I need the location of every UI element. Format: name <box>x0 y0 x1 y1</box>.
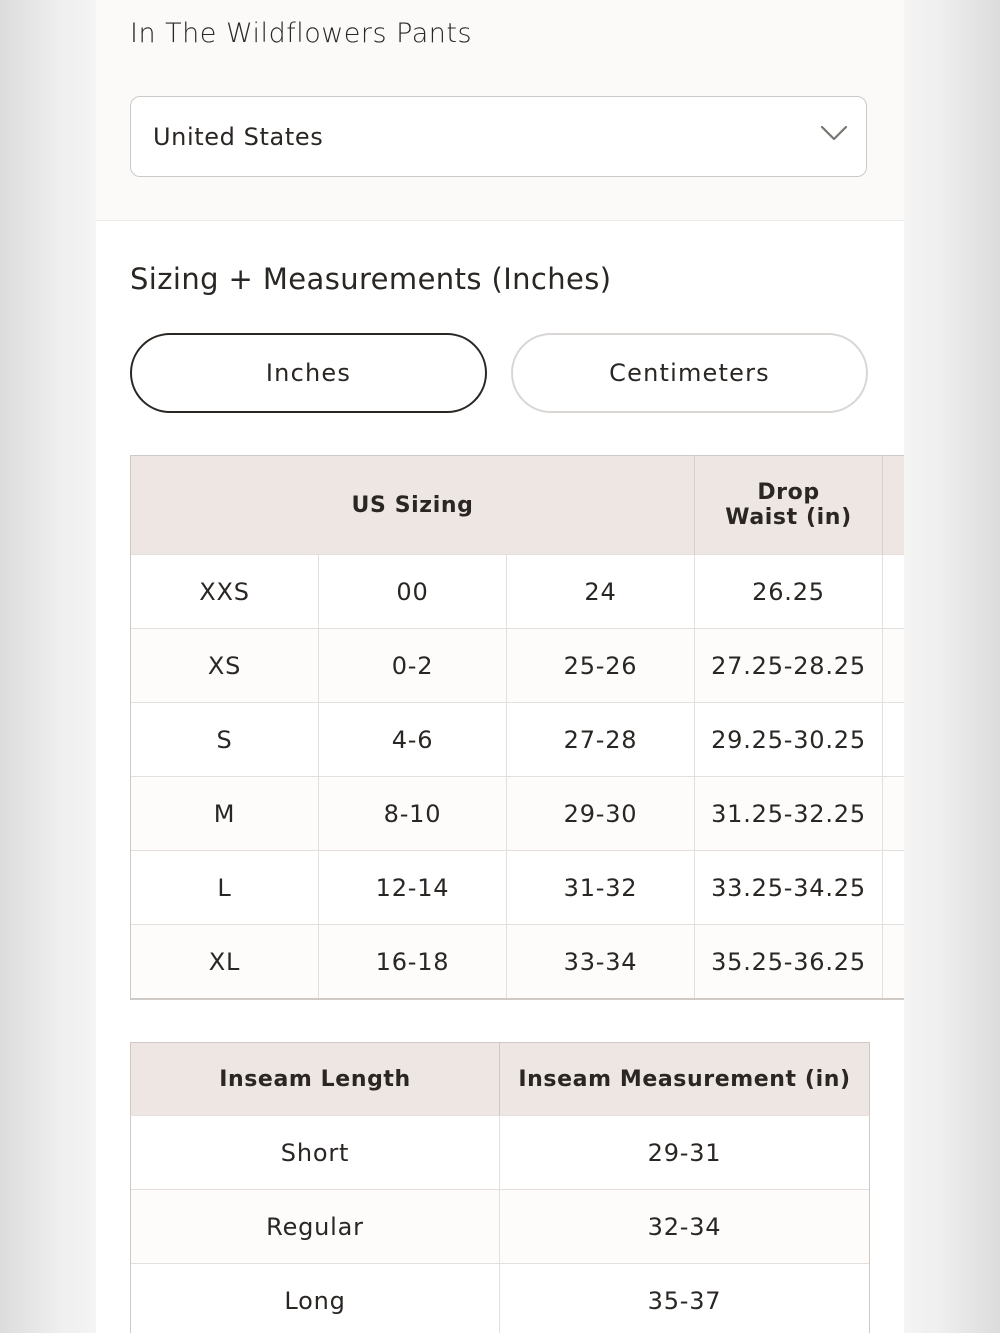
header-cell-inseam-length: Inseam Length <box>131 1043 500 1116</box>
inches-toggle-button[interactable]: Inches <box>130 333 487 413</box>
table-cell: 12-14 <box>319 851 507 925</box>
table-cell: Short <box>131 1116 500 1190</box>
table-cell: 24 <box>507 555 695 629</box>
chevron-down-icon <box>820 123 848 143</box>
table-cell: 29-30 <box>507 777 695 851</box>
product-header <box>96 0 904 221</box>
table-cell: 00 <box>319 555 507 629</box>
table-row <box>131 703 905 777</box>
header-cell-inseam-measurement: Inseam Measurement (in) <box>500 1043 870 1116</box>
table-row <box>131 1190 870 1264</box>
table-cell: 27-28 <box>507 703 695 777</box>
table-cell: 8-10 <box>319 777 507 851</box>
table-cell: 35.25-36.25 <box>695 925 883 1000</box>
size-table <box>130 455 904 1000</box>
size-guide-page <box>96 0 904 1333</box>
table-cell: S <box>131 703 319 777</box>
table-row <box>131 851 905 925</box>
product-title: In The Wildflowers Pants <box>130 18 473 49</box>
country-select[interactable] <box>130 96 867 177</box>
table-cell: 29-31 <box>500 1116 870 1190</box>
table-cell: L <box>131 851 319 925</box>
table-cell: XXS <box>131 555 319 629</box>
table-row <box>131 1116 870 1190</box>
table-cell <box>883 555 905 629</box>
centimeters-toggle-button[interactable]: Centimeters <box>511 333 868 413</box>
table-cell: Long <box>131 1264 500 1333</box>
size-table-header <box>131 456 905 555</box>
table-cell <box>883 703 905 777</box>
table-cell: 25-26 <box>507 629 695 703</box>
table-row <box>131 555 905 629</box>
table-row <box>131 629 905 703</box>
table-cell: 29.25-30.25 <box>695 703 883 777</box>
table-cell: XL <box>131 925 319 1000</box>
table-cell: 26.25 <box>695 555 883 629</box>
table-cell: 27.25-28.25 <box>695 629 883 703</box>
header-cell-drop-waist: Drop Waist (in) <box>695 456 883 555</box>
inseam-table <box>130 1042 870 1333</box>
inseam-table-header <box>131 1043 870 1116</box>
header-cell <box>507 456 695 555</box>
country-select-value: United States <box>153 123 324 151</box>
table-cell: M <box>131 777 319 851</box>
table-cell: 35-37 <box>500 1264 870 1333</box>
section-title: Sizing + Measurements (Inches) <box>130 262 612 296</box>
header-cell <box>131 456 319 555</box>
table-row <box>131 925 905 1000</box>
table-cell <box>883 851 905 925</box>
table-cell: 31.25-32.25 <box>695 777 883 851</box>
table-cell: 32-34 <box>500 1190 870 1264</box>
table-cell <box>883 925 905 1000</box>
table-cell: 16-18 <box>319 925 507 1000</box>
table-cell: Regular <box>131 1190 500 1264</box>
table-row <box>131 1264 870 1333</box>
table-cell: 0-2 <box>319 629 507 703</box>
header-cell <box>883 456 905 555</box>
table-cell: 33.25-34.25 <box>695 851 883 925</box>
table-cell: 4-6 <box>319 703 507 777</box>
table-row <box>131 777 905 851</box>
header-cell-us-sizing: US Sizing <box>319 456 507 555</box>
table-cell: XS <box>131 629 319 703</box>
table-cell: 31-32 <box>507 851 695 925</box>
table-cell: 33-34 <box>507 925 695 1000</box>
table-cell <box>883 629 905 703</box>
table-cell <box>883 777 905 851</box>
